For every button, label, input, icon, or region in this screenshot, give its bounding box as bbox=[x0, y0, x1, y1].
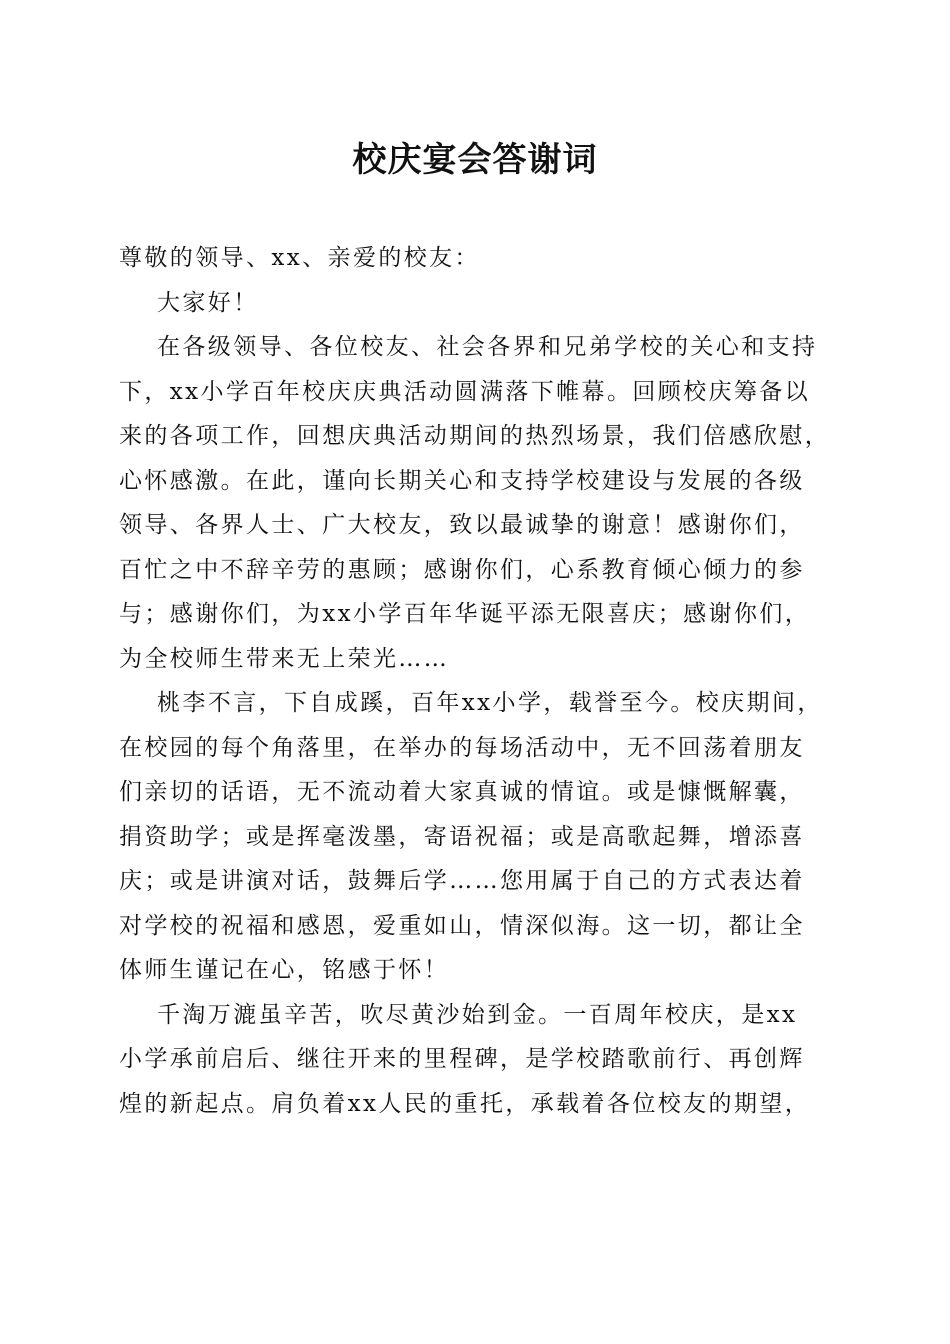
document-title: 校庆宴会答谢词 bbox=[352, 140, 598, 180]
body-line: 下，xx小学百年校庆庆典活动圆满落下帷幕。回顾校庆筹备以 bbox=[119, 378, 811, 405]
body-line: 庆；或是讲演对话，鼓舞后学……您用属于自己的方式表达着 bbox=[119, 868, 805, 894]
body-line: 体师生谨记在心，铭感于怀！ bbox=[119, 957, 450, 983]
body-line: 桃李不言，下自成蹊，百年xx小学，载誉至今。校庆期间， bbox=[157, 690, 823, 716]
body-line: 尊敬的领导、xx、亲爱的校友： bbox=[119, 245, 480, 271]
body-line: 心怀感激。在此，谨向长期关心和支持学校建设与发展的各级 bbox=[119, 467, 805, 494]
body-line: 煌的新起点。肩负着xx人民的重托，承载着各位校友的期望， bbox=[119, 1090, 811, 1117]
body-line: 来的各项工作，回想庆典活动期间的热烈场景，我们倍感欣慰， bbox=[119, 423, 831, 449]
body-line: 为全校师生带来无上荣光…… bbox=[119, 645, 450, 672]
body-line: 小学承前启后、继往开来的里程碑，是学校踏歌前行、再创辉 bbox=[119, 1046, 805, 1072]
body-line: 与；感谢你们，为xx小学百年华诞平添无限喜庆；感谢你们， bbox=[119, 601, 811, 627]
body-line: 千淘万漉虽辛苦，吹尽黄沙始到金。一百周年校庆，是xx bbox=[157, 1001, 798, 1028]
body-line: 在各级领导、各位校友、社会各界和兄弟学校的关心和支持 bbox=[157, 334, 818, 360]
body-line: 百忙之中不辞辛劳的惠顾；感谢你们，心系教育倾心倾力的参 bbox=[119, 556, 805, 583]
document-body bbox=[119, 236, 831, 1126]
body-line: 们亲切的话语，无不流动着大家真诚的情谊。或是慷慨解囊， bbox=[119, 779, 805, 805]
body-line: 捐资助学；或是挥毫泼墨，寄语祝福；或是高歌起舞，增添喜 bbox=[119, 823, 805, 850]
body-line: 领导、各界人士、广大校友，致以最诚挚的谢意！感谢你们， bbox=[119, 512, 805, 538]
body-line: 在校园的每个角落里，在举办的每场活动中，无不回荡着朋友 bbox=[119, 734, 805, 761]
body-line: 大家好！ bbox=[157, 289, 259, 316]
body-line: 对学校的祝福和感恩，爱重如山，情深似海。这一切，都让全 bbox=[119, 912, 805, 939]
